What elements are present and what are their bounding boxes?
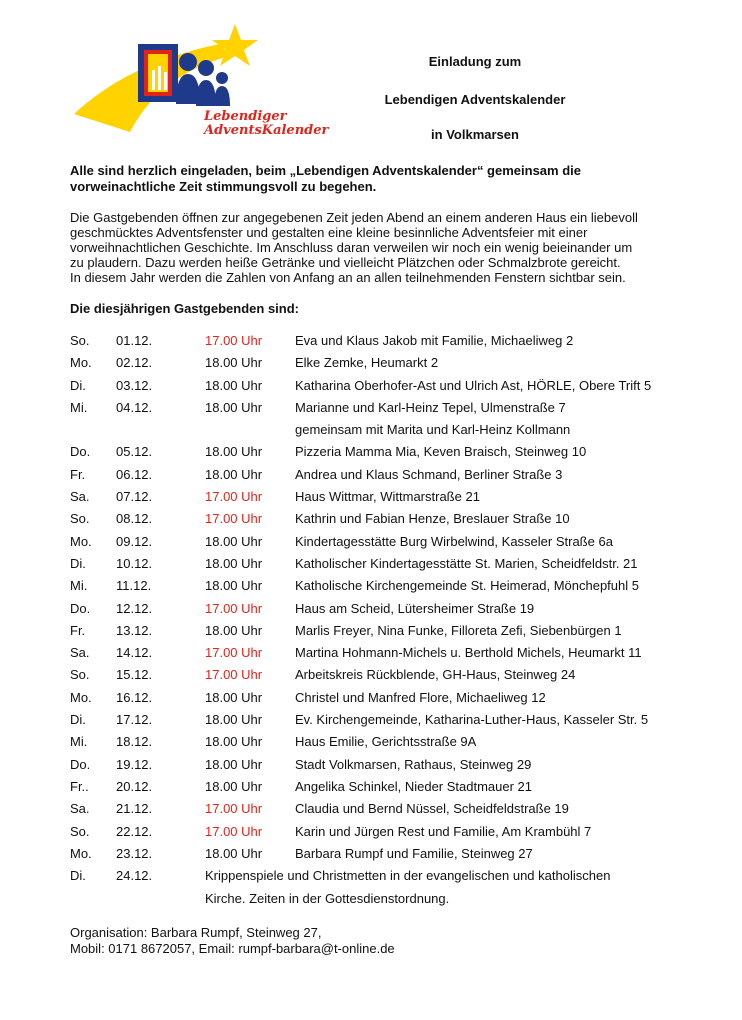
schedule-day: Do.: [70, 600, 91, 616]
schedule-host: Angelika Schinkel, Nieder Stadtmauer 21: [295, 778, 533, 794]
schedule-date: 01.12.: [116, 333, 153, 348]
schedule-host: gemeinsam mit Marita und Karl-Heinz Kollmann: [295, 422, 571, 438]
schedule-day: Di.: [70, 377, 86, 393]
schedule-host: Stadt Volkmarsen, Rathaus, Steinweg 29: [295, 756, 532, 772]
schedule-date: 07.12.: [116, 489, 153, 505]
schedule-host: Marianne und Karl-Heinz Tepel, Ulmenstraße 7: [295, 399, 566, 415]
logo-text-line1: Lebendiger: [204, 109, 287, 124]
schedule-host: Haus Emilie, Gerichtsstraße 9A: [295, 734, 477, 750]
schedule-host: Pizzeria Mamma Mia, Keven Braisch, Steinweg 10: [295, 444, 587, 460]
schedule-date: 17.12.: [116, 712, 153, 728]
schedule-host: Claudia und Bernd Nüssel, Scheidfeldstraße 19: [295, 801, 569, 817]
schedule-time: 17.00 Uhr: [205, 600, 263, 616]
schedule-time: 18.00 Uhr: [205, 578, 263, 594]
schedule-time: 18.00 Uhr: [205, 355, 263, 371]
schedule-host: Katharina Oberhofer-Ast und Ulrich Ast, HÖRLE, Obere Trift 5: [295, 377, 652, 393]
schedule-row: [70, 553, 710, 575]
paragraph-line: geschmücktes Adventsfenster und gestalten eine kleine besinnliche Adventsfeier mit einer: [70, 225, 588, 240]
schedule-day: Mo.: [70, 355, 92, 371]
schedule-day: Fr.: [70, 622, 86, 638]
schedule-row: [70, 508, 710, 530]
schedule-time: 18.00 Uhr: [205, 845, 263, 861]
schedule-day: Di.: [70, 555, 86, 571]
schedule-time: 18.00 Uhr: [205, 377, 263, 393]
schedule-time: 18.00 Uhr: [205, 778, 263, 794]
logo: [70, 22, 329, 142]
header-line-2: Lebendigen Adventskalender: [384, 92, 566, 107]
schedule-row: [70, 642, 710, 664]
header-line-1: Einladung zum: [428, 54, 522, 69]
paragraph-line: In diesem Jahr werden die Zahlen von Anfang an an allen teilnehmenden Fenstern sichtbar sein.: [70, 270, 626, 285]
schedule-date: 24.12.: [116, 868, 153, 884]
schedule-heading: Die diesjährigen Gastgebenden sind:: [70, 301, 299, 316]
paragraph-line: zu plaudern. Dazu werden heiße Getränke und vielleicht Plätzchen oder Schmalzbrote gereicht.: [70, 255, 621, 270]
schedule-host: Arbeitskreis Rückblende, GH-Haus, Steinweg 24: [295, 667, 576, 683]
schedule-day: Di.: [70, 868, 86, 884]
schedule-host: Katholische Kirchengemeinde St. Heimerad, Mönchepfuhl 5: [295, 578, 639, 594]
schedule-date: 11.12.: [116, 578, 152, 594]
schedule-date: 04.12.: [116, 399, 153, 415]
schedule-row: [70, 620, 710, 642]
schedule-host: Haus Wittmar, Wittmarstraße 21: [295, 489, 480, 505]
schedule-time: 18.00 Uhr: [205, 555, 263, 571]
schedule-time: 17.00 Uhr: [205, 801, 263, 817]
schedule-day: So.: [70, 667, 90, 683]
schedule-day: Sa.: [70, 801, 90, 817]
schedule-row: [70, 464, 710, 486]
schedule-date: 14.12.: [116, 645, 153, 661]
organisation-footer: [70, 925, 395, 957]
schedule-host: Karin und Jürgen Rest und Familie, Am Krambühl 7: [295, 823, 592, 839]
schedule-row: [70, 486, 710, 508]
schedule-host: Andrea und Klaus Schmand, Berliner Straße 3: [295, 466, 563, 482]
schedule-row: [70, 330, 710, 352]
paragraph-line: Die Gastgebenden öffnen zur angegebenen Zeit jeden Abend an einem anderen Haus ein liebevoll: [70, 210, 638, 225]
schedule-date: 16.12.: [116, 689, 153, 705]
schedule-day: So.: [70, 333, 90, 348]
schedule-time: 18.00 Uhr: [205, 622, 263, 638]
schedule-row: [70, 821, 710, 843]
schedule-date: 12.12.: [116, 600, 153, 616]
schedule-row: [70, 419, 710, 441]
schedule-row: [70, 441, 710, 463]
schedule-host: Kindertagesstätte Burg Wirbelwind, Kasseler Straße 6a: [295, 533, 613, 549]
schedule-row: [70, 754, 710, 776]
schedule-time: 17.00 Uhr: [205, 511, 263, 527]
schedule-time: 18.00 Uhr: [205, 756, 263, 772]
schedule-host: Ev. Kirchengemeinde, Katharina-Luther-Haus, Kasseler Str. 5: [295, 712, 649, 728]
intro-paragraph: [70, 210, 710, 285]
schedule-day: So.: [70, 823, 90, 839]
schedule-row: [70, 731, 710, 753]
footer-line-1: Organisation: Barbara Rumpf, Steinweg 27,: [70, 925, 322, 940]
schedule-date: 20.12.: [116, 778, 153, 794]
schedule-row: [70, 531, 710, 553]
schedule-time: 17.00 Uhr: [205, 333, 263, 348]
schedule-date: 15.12.: [116, 667, 153, 683]
schedule-date: 05.12.: [116, 444, 153, 460]
schedule-list: [70, 330, 710, 865]
schedule-time: 18.00 Uhr: [205, 533, 263, 549]
schedule-note-line: Krippenspiele und Christmetten in der evangelischen und katholischen: [205, 868, 611, 884]
schedule-time: 17.00 Uhr: [205, 645, 263, 661]
schedule-day: Fr.: [70, 466, 86, 482]
schedule-time: 18.00 Uhr: [205, 734, 263, 750]
schedule-time: 18.00 Uhr: [205, 444, 263, 460]
schedule-row: [70, 352, 710, 374]
header-line-3: in Volkmarsen: [431, 127, 519, 142]
schedule-day: Mo.: [70, 689, 92, 705]
schedule-day: Mi.: [70, 734, 88, 750]
schedule-time: 18.00 Uhr: [205, 399, 263, 415]
schedule-date: 22.12.: [116, 823, 153, 839]
schedule-date: 19.12.: [116, 756, 153, 772]
schedule-day: Di.: [70, 712, 86, 728]
schedule-row: [70, 843, 710, 865]
schedule-row: [70, 709, 710, 731]
schedule-time: 18.00 Uhr: [205, 466, 263, 482]
schedule-host: Barbara Rumpf und Familie, Steinweg 27: [295, 845, 533, 861]
schedule-date: 10.12.: [116, 555, 153, 571]
schedule-host: Haus am Scheid, Lütersheimer Straße 19: [295, 600, 535, 616]
schedule-host: Katholischer Kindertagesstätte St. Marien, Scheidfeldstr. 21: [295, 555, 638, 571]
schedule-row: [70, 375, 710, 397]
schedule-row: [70, 664, 710, 686]
schedule-row: [70, 598, 710, 620]
schedule-row: [70, 687, 710, 709]
paragraph-line: vorweihnachtlichen Geschichte. Im Anschluss daran verweilen wir noch ein wenig beieinander um: [70, 240, 633, 255]
schedule-host: Martina Hohmann-Michels u. Berthold Michels, Heumarkt 11: [295, 645, 642, 661]
schedule-date: 23.12.: [116, 845, 153, 861]
schedule-date: 09.12.: [116, 533, 153, 549]
intro-bold-text: Alle sind herzlich eingeladen, beim „Lebendigen Adventskalender“ gemeinsam die vorweinachtliche Zeit stimmungsvoll zu begehen.: [70, 163, 581, 194]
schedule-day: Mo.: [70, 533, 92, 549]
schedule-day: Mo.: [70, 845, 92, 861]
schedule-date: 21.12.: [116, 801, 153, 817]
schedule-date: 06.12.: [116, 466, 153, 482]
schedule-day: Mi.: [70, 399, 88, 415]
schedule-day: Fr..: [70, 778, 89, 794]
schedule-time: 18.00 Uhr: [205, 689, 263, 705]
schedule-time: 17.00 Uhr: [205, 667, 263, 683]
schedule-row: [70, 575, 710, 597]
schedule-row: [70, 798, 710, 820]
schedule-day: Sa.: [70, 645, 90, 661]
schedule-date: 03.12.: [116, 377, 153, 393]
schedule-date: 18.12.: [116, 734, 153, 750]
schedule-note-line: Kirche. Zeiten in der Gottesdienstordnung.: [205, 890, 450, 906]
footer-line-2: Mobil: 0171 8672057, Email: rumpf-barbara@t-online.de: [70, 941, 395, 956]
schedule-time: 17.00 Uhr: [205, 823, 263, 839]
schedule-day: So.: [70, 511, 90, 527]
schedule-time: 17.00 Uhr: [205, 489, 263, 505]
schedule-row: [70, 776, 710, 798]
schedule-time: 18.00 Uhr: [205, 712, 263, 728]
schedule-date: 08.12.: [116, 511, 153, 527]
schedule-day: Do.: [70, 756, 91, 772]
schedule-host: Eva und Klaus Jakob mit Familie, Michaeliweg 2: [295, 333, 574, 348]
schedule-date: 02.12.: [116, 355, 153, 371]
schedule-host: Marlis Freyer, Nina Funke, Filloreta Zefi, Siebenbürgen 1: [295, 622, 622, 638]
schedule-host: Christel und Manfred Flore, Michaeliweg 12: [295, 689, 546, 705]
schedule-row: [70, 397, 710, 419]
schedule-day: Do.: [70, 444, 91, 460]
schedule-date: 13.12.: [116, 622, 153, 638]
schedule-day: Mi.: [70, 578, 88, 594]
schedule-host: Kathrin und Fabian Henze, Breslauer Straße 10: [295, 511, 570, 527]
logo-text-line2: AdventsKalender: [204, 123, 329, 138]
schedule-day: Sa.: [70, 489, 90, 505]
schedule-host: Elke Zemke, Heumarkt 2: [295, 355, 439, 371]
